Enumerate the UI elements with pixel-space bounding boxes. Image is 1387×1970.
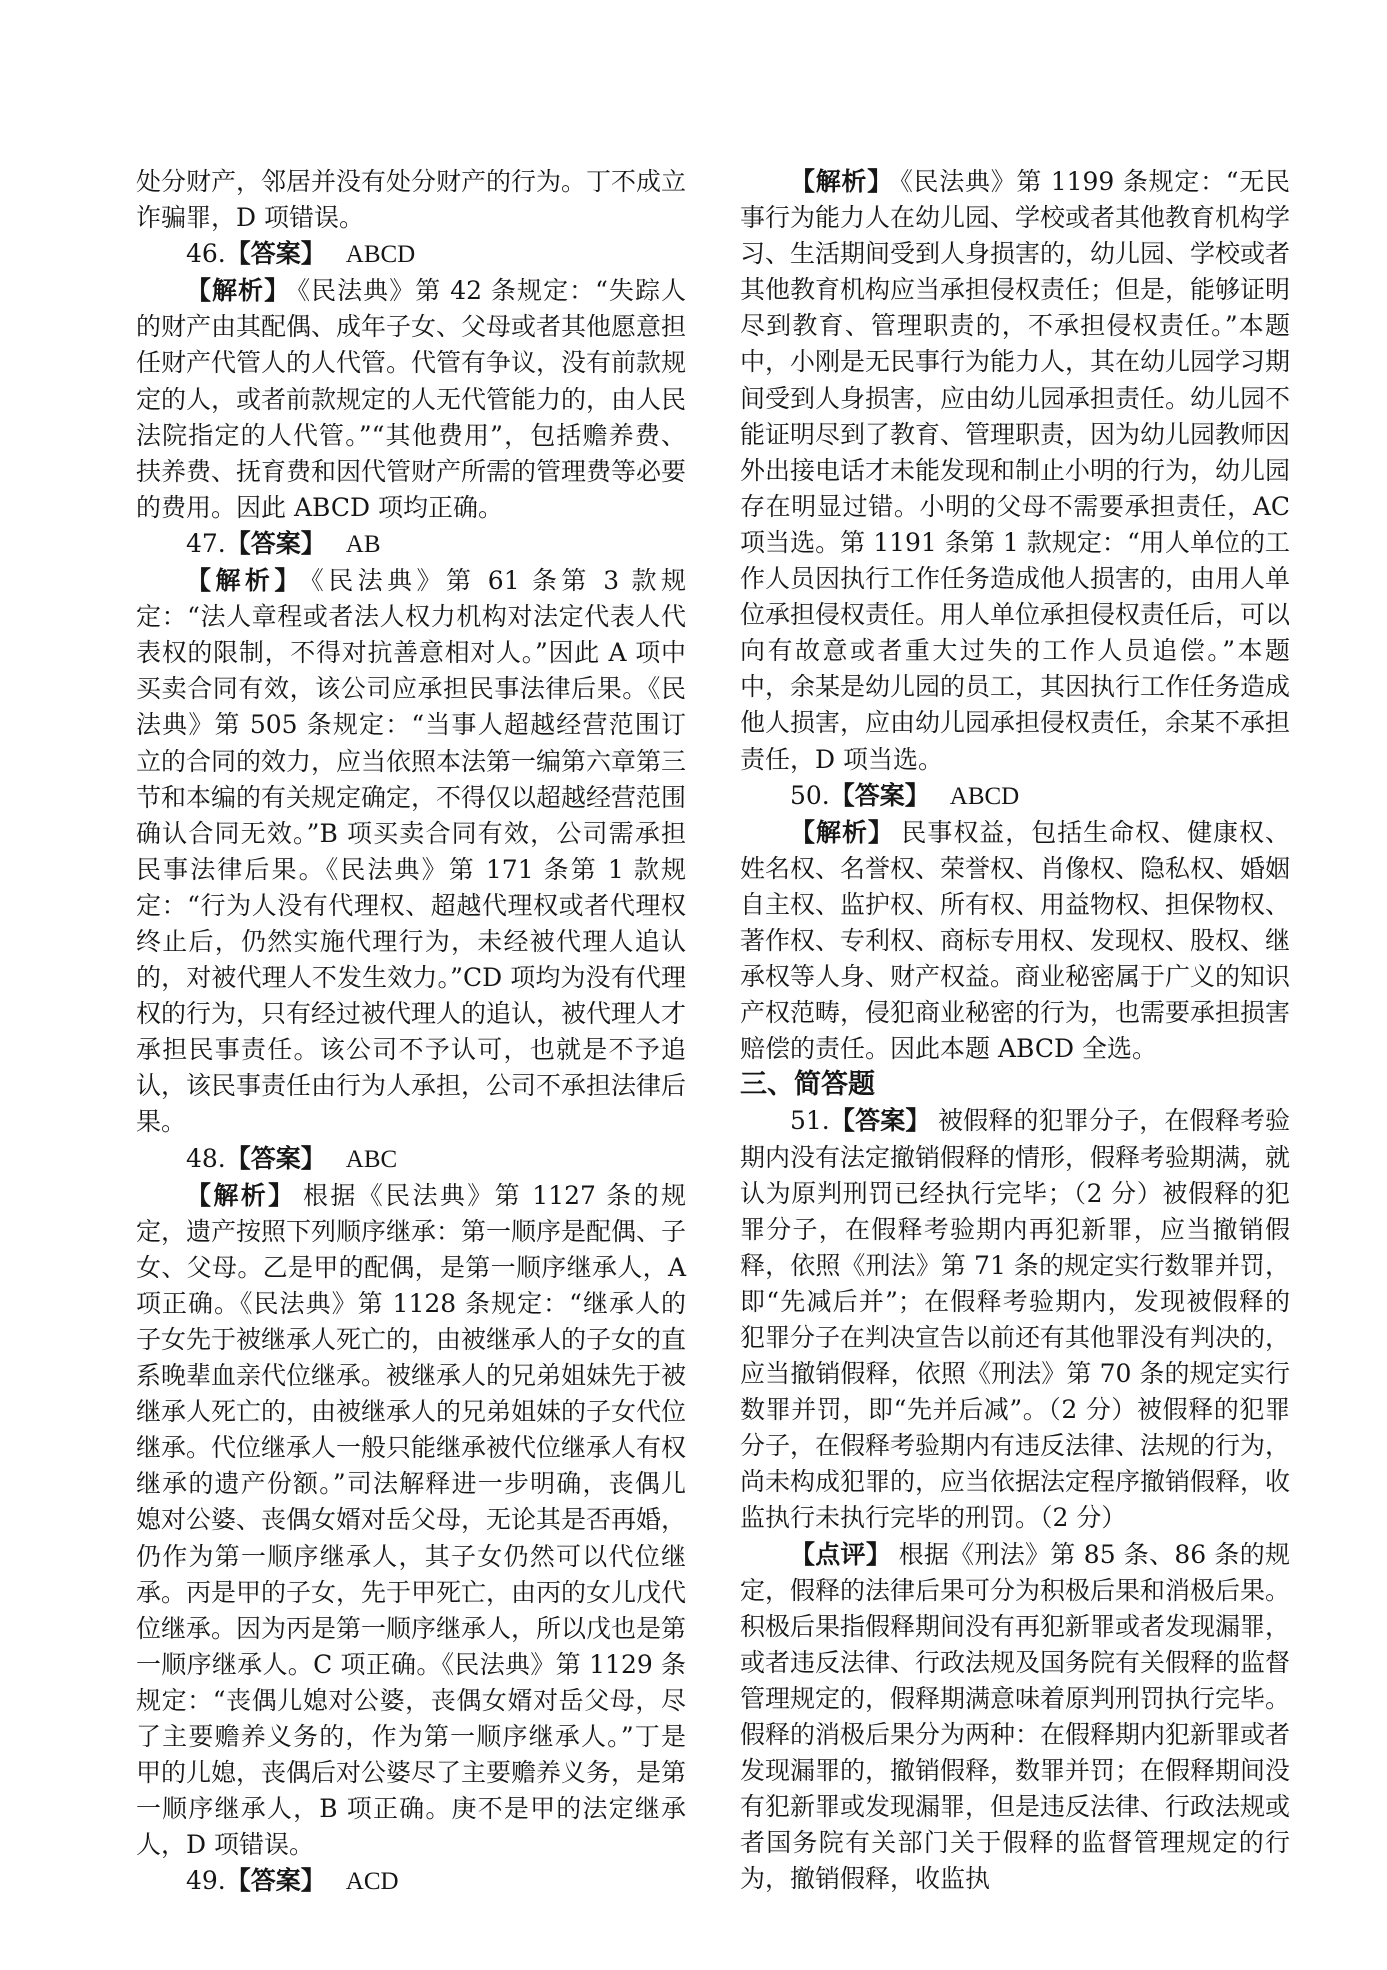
analysis-tag: 【解析】 (790, 817, 894, 847)
answer-tag: 【答案】 (225, 1866, 326, 1896)
analysis-48 (136, 1178, 686, 1864)
answer-value: ABCD (345, 241, 416, 269)
answer-value: ABCD (949, 782, 1020, 810)
analysis-text: 根据《民法典》第 1127 条的规定，遗产按照下列顺序继承：第一顺序是配偶、子女、父母。乙是甲的配偶，是第一顺序继承人，A 项正确。《民法典》第 1128 条规定：“继承人的子女先于被继承人死亡的，由被继承人的子女的直系晚辈血亲代位继承。被继承人的兄弟姐妹先于被继承人死亡的，由被继承人的兄弟姐妹的子女代位继承。代位继承人一般只能继承被代位继承人有权继承的遗产份额。”司法解释进一步明确，丧偶儿媳对公婆、丧偶女婿对岳父母，无论其是否再婚，仍作为第一顺序继承人，其子女仍然可以代位继承。丙是甲的子女，先于甲死亡，由丙的女儿戊代位继承。因为丙是第一顺序继承人，所以戊也是第一顺序继承人。C 项正确。《民法典》第 1129 条规定：“丧偶儿媳对公婆，丧偶女婿对岳父母，尽了主要赡养义务的，作为第一顺序继承人。”丁是甲的儿媳，丧偶后对公婆尽了主要赡养义务，是第一顺序继承人，B 项正确。庚不是甲的法定继承人，D 项错误。 (136, 1180, 687, 1860)
comment-text: 根据《刑法》第 85 条、86 条的规定，假释的法律后果可分为积极后果和消极后果。积极后果指假释期间没有再犯新罪或者发现漏罪，或者违反法律、行政法规及国务院有关假释的监督管理规定的，假释期满意味着原判刑罚执行完毕。假释的消极后果分为两种：在假释期内犯新罪或者发现漏罪的，撤销假释，数罪并罚；在假释期间没有犯新罪或发现漏罪，但是违反法律、行政法规或者国务院有关部门关于假释的监督管理规定的行为，撤销假释，收监执 (740, 1539, 1291, 1894)
answer-tag: 【答案】 (225, 239, 326, 269)
left-column (136, 164, 686, 1901)
analysis-text: 《民法典》第 1199 条规定：“无民事行为能力人在幼儿园、学校或者其他教育机构学习、生活期间受到人身损害的，幼儿园、学校或者其他教育机构应当承担侵权责任；但是，能够证明尽到教育、管理职责的，不承担侵权责任。”本题中，小刚是无民事行为能力人，其在幼儿园学习期间受到人身损害，应由幼儿园承担责任。幼儿园不能证明尽到了教育、管理职责，因为幼儿园教师因外出接电话才未能发现和制止小明的行为，幼儿园存在明显过错。小明的父母不需要承担责任，AC 项当选。第 1191 条第 1 款规定：“用人单位的工作人员因执行工作任务造成他人损害的，由用人单位承担侵权责任。用人单位承担侵权责任后，可以向有故意或者重大过失的工作人员追偿。”本题中，余某是幼儿园的员工，其因执行工作任务造成他人损害，应由幼儿园承担侵权责任，余某不承担责任，D 项当选。 (740, 167, 1291, 774)
comment-tag: 【点评】 (790, 1539, 892, 1569)
analysis-text: 民事权益，包括生命权、健康权、姓名权、名誉权、荣誉权、肖像权、隐私权、婚姻自主权、监护权、所有权、用益物权、担保物权、著作权、专利权、商标专用权、发现权、股权、继承权等人身、财产权益。商业秘密属于广义的知识产权范畴，侵犯商业秘密的行为，也需要承担损害赔偿的责任。因此本题 ABCD 全选。 (740, 817, 1291, 1064)
analysis-tag: 【解析】 (186, 566, 304, 596)
answer-46 (136, 236, 686, 273)
analysis-text: 《民法典》第 42 条规定：“失踪人的财产由其配偶、成年子女、父母或者其他愿意担任财产代管人的人代管。代管有争议，没有前款规定的人，或者前款规定的人无代管能力的，由人民法院指定的人代管。”“其他费用”，包括赡养费、扶养费、抚育费和因代管财产所需的管理费等必要的费用。因此 ABCD 项均正确。 (136, 276, 687, 522)
answer-text: 被假释的犯罪分子，在假释考验期内没有法定撤销假释的情形，假释考验期满，就认为原判刑罚已经执行完毕；（2 分）被假释的犯罪分子，在假释考验期内再犯新罪，应当撤销假释，依照《刑法》第 71 条的规定实行数罪并罚，即“先减后并”；在假释考验期内，发现被假释的犯罪分子在判决宣告以前还有其他罪没有判决的，应当撤销假释，依照《刑法》第 70 条的规定实行数罪并罚，即“先并后减”。（2 分）被假释的犯罪分子，在假释考验期内有违反法律、法规的行为，尚未构成犯罪的，应当依据法定程序撤销假释，收监执行未执行完毕的刑罚。（2 分） (740, 1106, 1291, 1533)
answer-tag: 【答案】 (225, 1143, 326, 1173)
answer-49 (136, 1863, 686, 1900)
answer-tag: 【答案】 (829, 1106, 931, 1136)
answer-tag: 【答案】 (225, 528, 326, 558)
section-title: 三、简答题 (740, 1069, 875, 1101)
analysis-tag: 【解析】 (186, 1180, 296, 1210)
answer-tag: 【答案】 (829, 780, 930, 810)
answer-51 (740, 1103, 1290, 1536)
analysis-tag: 【解析】 (186, 276, 291, 306)
analysis-50 (740, 815, 1290, 1068)
answer-47 (136, 526, 686, 563)
answer-value: ABC (345, 1145, 398, 1173)
answer-50 (740, 778, 1290, 815)
answer-48 (136, 1141, 686, 1178)
continuation-paragraph: 处分财产，邻居并没有处分财产的行为。丁不成立诈骗罪，D 项错误。 (136, 167, 687, 233)
answer-value: AB (345, 530, 381, 558)
question-number: 47. (186, 528, 226, 558)
question-number: 49. (186, 1866, 226, 1896)
question-number: 51. (790, 1106, 830, 1136)
right-column (740, 164, 1290, 1898)
question-number: 46. (186, 239, 226, 269)
question-number: 48. (186, 1143, 226, 1173)
analysis-49 (740, 164, 1290, 778)
comment-51 (740, 1537, 1290, 1898)
analysis-47 (136, 563, 686, 1141)
analysis-text: 《民法典》第 61 条第 3 款规定：“法人章程或者法人权力机构对法定代表人代表权的限制，不得对抗善意相对人。”因此 A 项中买卖合同有效，该公司应承担民事法律后果。《民法典》第 505 条规定：“当事人超越经营范围订立的合同的效力，应当依照本法第一编第六章第三节和本编的有关规定确定，不得仅以超越经营范围确认合同无效。”B 项买卖合同有效，公司需承担民事法律后果。《民法典》第 171 条第 1 款规定：“行为人没有代理权、超越代理权或者代理权终止后，仍然实施代理行为，未经被代理人追认的，对被代理人不发生效力。”CD 项均为没有代理权的行为，只有经过被代理人的追认，被代理人才承担民事责任。该公司不予认可，也就是不予追认，该民事责任由行为人承担，公司不承担法律后果。 (136, 566, 687, 1137)
analysis-tag: 【解析】 (790, 167, 893, 196)
analysis-46 (136, 273, 686, 526)
answer-value: ACD (345, 1868, 399, 1896)
question-number: 50. (790, 780, 830, 810)
